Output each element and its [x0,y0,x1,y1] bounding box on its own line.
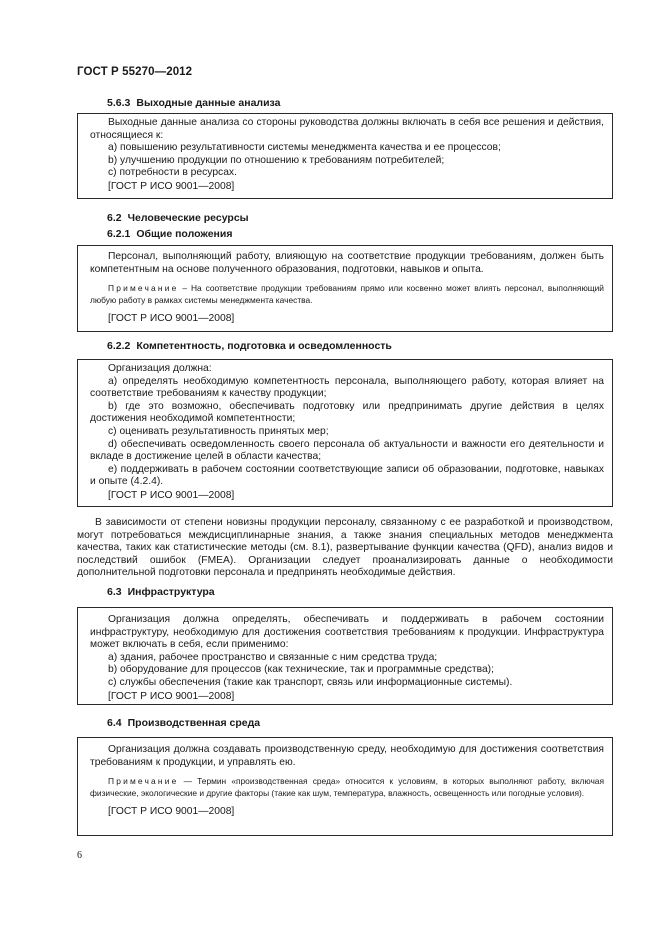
list-item: a) повышению результативности системы менеджмента качества и ее процессов; [108,142,501,154]
section-number: 6.4 [107,717,122,729]
standard-reference: [ГОСТ Р ИСО 9001—2008] [108,489,235,501]
body-text: В зависимости от степени новизны продукции персоналу, связанному с ее разработкой и производством, могут потребоваться междисциплинарные знания, а также знания специальных методов менеджмента качества, таких как статистические методы (см. 8.1), развертывание функции качества (QFD), анализ видов и последствий ошибок (FMEA). Организации следует проанализировать данные о необходимости дополнительной подготовки персонала и предпринять необходимые действия. [77,517,613,579]
list-item: c) потребности в ресурсах. [108,167,237,179]
note-text: — Термин «производственная среда» относится к условиям, в которых выполняют работу, включая физические, экологические и другие факторы (такие как шум, температура, влажность, освещенность или погодные условия). [90,776,604,798]
quote-box-6-2-1 [77,245,613,332]
section-title: Выходные данные анализа [136,97,281,109]
page-number: 6 [77,850,82,861]
section-title: Производственная среда [127,717,261,729]
section-number: 6.2.1 [107,228,131,240]
list-item: b) улучшению продукции по отношению к требованиям потребителей; [108,154,445,166]
note-label: Примечание [108,776,179,787]
quote-box-5-6-3 [77,113,613,199]
note [90,283,604,306]
quote-box-6-4 [77,737,613,836]
quote-box-6-3 [77,607,613,705]
document-header: ГОСТ Р 55270—2012 [77,66,193,78]
section-number: 6.3 [107,586,122,598]
box-text: Организация должна создавать производственную среду, необходимую для достижения соответствия требованиям к продукции, и управлять ею. [90,744,604,768]
section-title: Общие положения [136,228,233,240]
section-heading-6-2-1 [107,228,232,240]
box-intro: Организация должна: [108,363,212,374]
standard-reference: [ГОСТ Р ИСО 9001—2008] [108,180,235,192]
note-label: Примечание [108,283,179,294]
standard-reference: [ГОСТ Р ИСО 9001—2008] [108,313,235,325]
standard-reference: [ГОСТ Р ИСО 9001—2008] [108,806,235,818]
box-intro: Организация должна определять, обеспечивать и поддерживать в рабочем состоянии инфраструктуру, необходимую для достижения соответствия требованиям к продукции. Инфраструктура может включать в себя, если применимо: [90,614,604,651]
list-item: c) службы обеспечения (такие как транспорт, связь или информационные системы). [108,676,513,688]
list-item: c) оценивать результативность принятых мер; [108,425,329,437]
section-number: 6.2 [107,212,122,224]
section-heading-6-2-2 [107,340,392,352]
note [90,776,604,799]
section-heading-6-4 [107,717,260,729]
list-item: b) где это возможно, обеспечивать подготовку или предпринимать другие действия в целях достижения необходимой компетентности; [90,400,604,425]
section-title: Человеческие ресурсы [127,212,249,224]
list-item: a) здания, рабочее пространство и связанные с ним средства труда; [108,651,438,663]
section-number: 6.2.2 [107,340,131,352]
section-heading-6-3 [107,586,215,598]
box-text: Персонал, выполняющий работу, влияющую на соответствие продукции требованиям, должен быть компетентным на основе полученного образования, подготовки, навыков и опыта. [90,251,604,275]
section-title: Компетентность, подготовка и осведомленность [136,340,392,352]
section-number: 5.6.3 [107,97,131,109]
list-item: b) оборудование для процессов (как технические, так и программные средства); [108,664,494,676]
list-item: а) определять необходимую компетентность персонала, выполняющего работу, которая влияет на соответствие требованиям к качеству продукции; [90,375,604,400]
standard-reference: [ГОСТ Р ИСО 9001—2008] [108,690,235,702]
list-item: d) обеспечивать осведомленность своего персонала об актуальности и важности его деятельности и вкладе в достижение целей в области качества; [90,438,604,463]
box-intro: Выходные данные анализа со стороны руководства должны включать в себя все решения и действия, относящиеся к: [90,117,604,141]
note-text: – На соответствие продукции требованиям прямо или косвенно может влиять персонал, выполняющий любую работу в рамках системы менеджмента качества. [90,283,604,305]
section-title: Инфраструктура [127,586,215,598]
section-heading-5-6-3 [107,97,280,109]
paragraph-6-2-2 [77,517,613,580]
section-heading-6-2 [107,212,249,224]
quote-box-6-2-2 [77,359,613,507]
list-item: e) поддерживать в рабочем состоянии соответствующие записи об образовании, подготовке, навыках и опыте (4.2.4). [90,463,604,488]
